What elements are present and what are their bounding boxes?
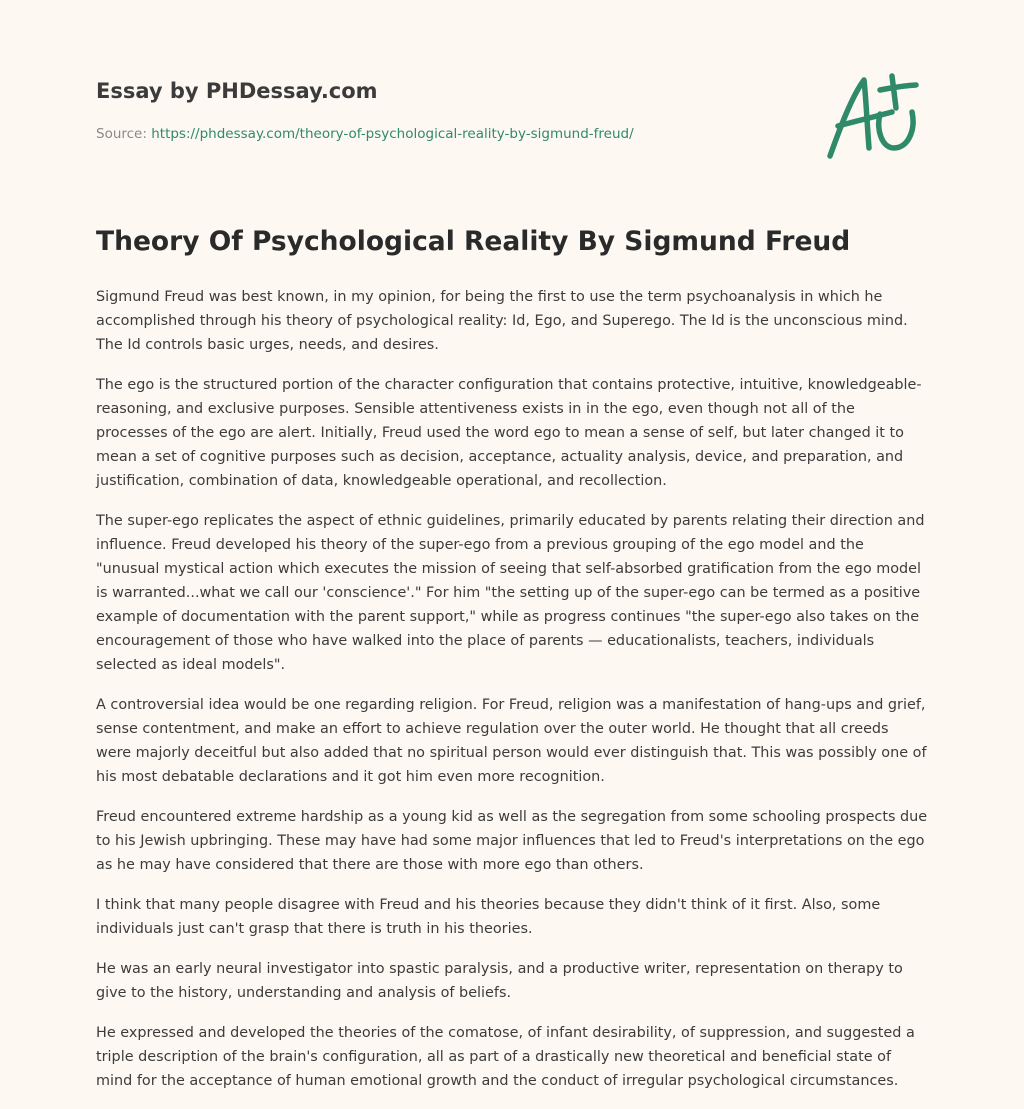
essay-paragraph-3: The super-ego replicates the aspect of ethnic guidelines, primarily educated by parents relating their direction and influence. Freud developed his theory of the super-ego from a previous grouping of the ego model and the "unusual mystical action which executes the mission of seeing that self-absorbed gratification from the ego model is warranted...what we call our 'conscience'." For him "the setting up of the super-ego can be termed as a positive example of documentation with the parent support," while as progress continues "the super-ego also takes on the encouragement of those who have walked into the place of parents — educationalists, teachers, individuals selected as ideal models". <box>96 513 925 673</box>
essay-paragraph-7: He was an early neural investigator into spastic paralysis, and a productive writer, representation on therapy to give to the history, understanding and analysis of beliefs. <box>96 961 903 1001</box>
essay-paragraph-8: He expressed and developed the theories of the comatose, of infant desirability, of suppression, and suggested a triple description of the brain's configuration, all as part of a drastically new theoretical and beneficial state of mind for the acceptance of human emotional growth and the conduct of irregular psychological circumstances. <box>96 1025 915 1089</box>
logo-text: A+ <box>822 68 824 69</box>
essay-body <box>96 285 928 1109</box>
essay-paragraph-4: A controversial idea would be one regarding religion. For Freud, religion was a manifestation of hang-ups and grief, sense contentment, and make an effort to achieve regulation over the outer world. He thought that all creeds were majorly deceitful but also added that no spiritual person would ever distinguish that. This was possibly one of his most debatable declarations and it got him even more recognition. <box>96 697 927 785</box>
source-label: Source: <box>96 126 152 142</box>
site-title: Essay by PHDessay.com <box>96 79 378 103</box>
essay-paragraph-5: Freud encountered extreme hardship as a young kid as well as the segregation from some schooling prospects due to his Jewish upbringing. These may have had some major influences that led to Freud's interpretations on the ego as he may have considered that there are those with more ego than others. <box>96 809 928 873</box>
a-plus-logo-icon <box>822 68 932 162</box>
essay-paragraph-6: I think that many people disagree with Freud and his theories because they didn't think of it first. Also, some individuals just can't grasp that there is truth in his theories. <box>96 897 881 937</box>
essay-paragraph-1: Sigmund Freud was best known, in my opinion, for being the first to use the term psychoanalysis in which he accomplished through his theory of psychological reality: Id, Ego, and Superego. The Id is the unconscious mind. The Id controls basic urges, needs, and desires. <box>96 289 908 353</box>
essay-paragraph-2: The ego is the structured portion of the character configuration that contains protective, intuitive, knowledgeable-reasoning, and exclusive purposes. Sensible attentiveness exists in in the ego, even though not all of the processes of the ego are alert. Initially, Freud used the word ego to mean a sense of self, but later changed it to mean a set of cognitive purposes such as decision, acceptance, actuality analysis, device, and preparation, and justification, combination of data, knowledgeable operational, and recollection. <box>96 377 922 489</box>
essay-title: Theory Of Psychological Reality By Sigmund Freud <box>96 226 851 257</box>
source-link[interactable]: https://phdessay.com/theory-of-psychological-reality-by-sigmund-freud/ <box>151 126 634 142</box>
page-header <box>96 68 928 174</box>
source-line <box>96 124 634 144</box>
